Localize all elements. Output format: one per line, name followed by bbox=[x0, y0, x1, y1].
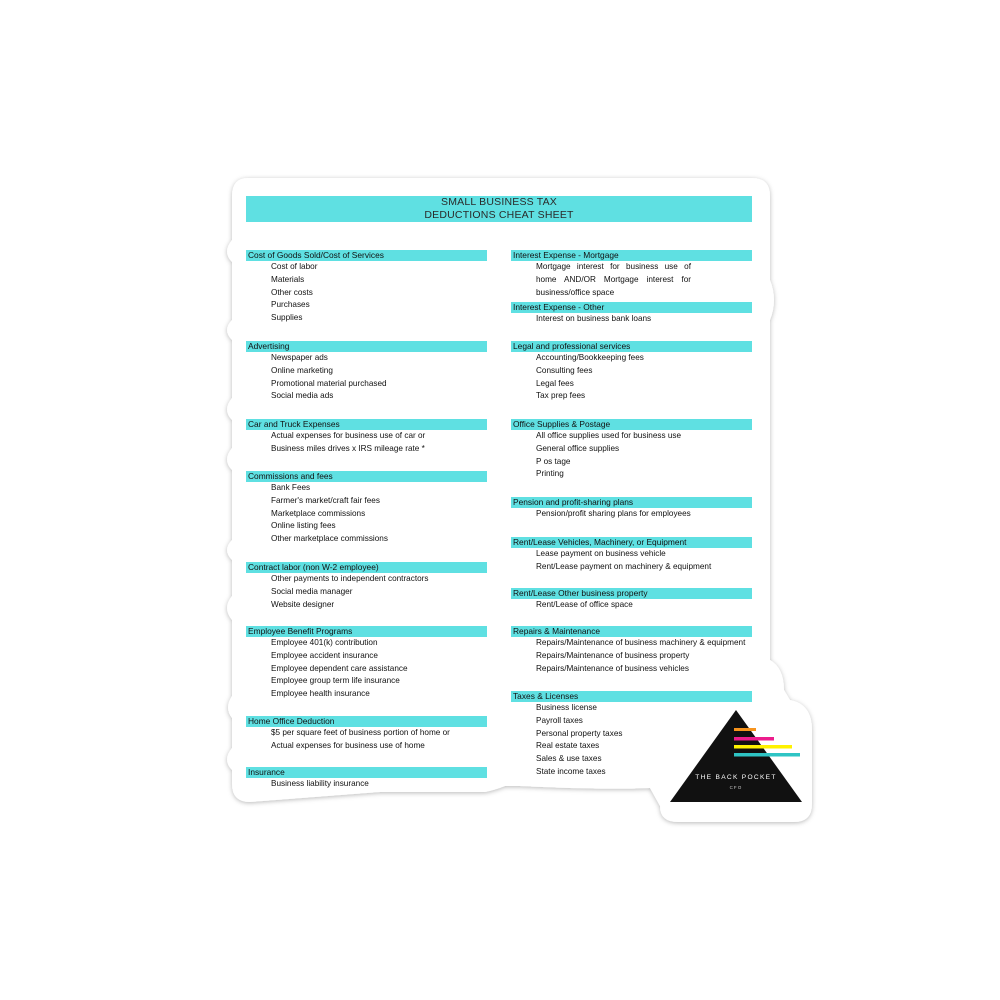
section-advertising bbox=[246, 341, 487, 403]
list-item: Website designer bbox=[271, 599, 335, 609]
section-interest-mortgage bbox=[511, 250, 752, 299]
list-item: Consulting fees bbox=[536, 365, 593, 375]
list-item: Online listing fees bbox=[271, 521, 336, 531]
section-repairs bbox=[511, 626, 752, 675]
section-header: Home Office Deduction bbox=[246, 716, 487, 727]
list-item: Lease payment on business vehicle bbox=[536, 549, 666, 558]
list-item: Materials bbox=[271, 274, 305, 284]
logo-stripe bbox=[734, 737, 774, 741]
list-item: Bank Fees bbox=[271, 483, 311, 492]
section-header: Taxes & Licenses bbox=[511, 691, 752, 702]
logo-stripe bbox=[734, 745, 792, 749]
list-item: Social media ads bbox=[271, 391, 334, 401]
list-item: Pension/profit sharing plans for employees bbox=[536, 509, 691, 518]
list-item: Supplies bbox=[271, 313, 303, 323]
section-commissions bbox=[246, 471, 487, 546]
logo-stripe bbox=[734, 753, 800, 757]
section-legal-professional bbox=[511, 341, 752, 403]
list-item: Business liability insurance bbox=[271, 779, 369, 788]
paragraph: Mortgage interest for business use of home AND/OR Mortgage interest for business/office space bbox=[536, 262, 691, 297]
section-insurance bbox=[246, 767, 487, 791]
list-item: Actual expenses for business use of car or bbox=[271, 431, 426, 440]
section-header: Commissions and fees bbox=[246, 471, 487, 482]
section-car-truck bbox=[246, 419, 487, 456]
list-item: Interest on business bank loans bbox=[536, 314, 652, 323]
section-header: Repairs & Maintenance bbox=[511, 626, 752, 637]
logo-name: THE BACK POCKET bbox=[695, 774, 777, 781]
section-rent-vehicles bbox=[511, 537, 752, 574]
section-header: Pension and profit-sharing plans bbox=[511, 497, 752, 508]
section-header: Contract labor (non W-2 employee) bbox=[246, 562, 487, 573]
section-header: Interest Expense - Other bbox=[511, 302, 752, 313]
list-item: Social media manager bbox=[271, 586, 353, 596]
back-pocket-cfo-logo bbox=[666, 708, 806, 808]
list-item: Repairs/Maintenance of business machinery & equipment bbox=[536, 638, 746, 647]
list-item: All office supplies used for business use bbox=[536, 431, 682, 440]
title-line-2: DEDUCTIONS CHEAT SHEET bbox=[424, 208, 574, 221]
list-item: Other marketplace commissions bbox=[271, 534, 388, 544]
list-item: Online marketing bbox=[271, 365, 333, 375]
section-office-supplies bbox=[511, 419, 752, 481]
section-header: Office Supplies & Postage bbox=[511, 419, 752, 430]
list-item: Employee dependent care assistance bbox=[271, 663, 408, 673]
section-cost-of-goods bbox=[246, 250, 487, 325]
section-header: Insurance bbox=[246, 767, 487, 778]
list-item: Farmer's market/craft fair fees bbox=[271, 495, 380, 505]
list-item: Repairs/Maintenance of business vehicles bbox=[536, 663, 689, 673]
list-item: Employee health insurance bbox=[271, 689, 370, 699]
list-item: Repairs/Maintenance of business property bbox=[536, 650, 690, 660]
list-item: Promotional material purchased bbox=[271, 378, 387, 388]
list-item: Real estate taxes bbox=[536, 741, 600, 751]
list-item: Cost of labor bbox=[271, 262, 318, 271]
section-header: Rent/Lease Vehicles, Machinery, or Equipment bbox=[511, 537, 752, 548]
list-item: Purchases bbox=[271, 300, 310, 310]
list-item: Business license bbox=[536, 703, 597, 712]
logo-stripe bbox=[734, 728, 756, 731]
list-item: Newspaper ads bbox=[271, 353, 328, 362]
section-header: Interest Expense - Mortgage bbox=[511, 250, 752, 261]
list-item: $5 per square feet of business portion of home or bbox=[271, 728, 450, 737]
list-item: P os tage bbox=[536, 456, 571, 466]
list-item: Employee accident insurance bbox=[271, 650, 378, 660]
list-item: Accounting/Bookkeeping fees bbox=[536, 353, 644, 362]
section-header: Rent/Lease Other business property bbox=[511, 588, 752, 599]
list-item: Tax prep fees bbox=[536, 391, 586, 401]
section-employee-benefits bbox=[246, 626, 487, 701]
section-header: Car and Truck Expenses bbox=[246, 419, 487, 430]
section-interest-other bbox=[511, 302, 752, 326]
title-line-1: SMALL BUSINESS TAX bbox=[440, 196, 558, 208]
list-item: State income taxes bbox=[536, 766, 606, 776]
section-header: Legal and professional services bbox=[511, 341, 752, 352]
list-item: Employee 401(k) contribution bbox=[271, 638, 378, 647]
section-contract-labor bbox=[246, 562, 487, 611]
list-item: Other costs bbox=[271, 287, 313, 297]
list-item: Rent/Lease payment on machinery & equipment bbox=[536, 561, 712, 571]
section-header: Employee Benefit Programs bbox=[246, 626, 487, 637]
list-item: Payroll taxes bbox=[536, 715, 583, 725]
logo-sub: CFO bbox=[729, 785, 743, 790]
list-item: Business miles drives x IRS mileage rate * bbox=[271, 443, 425, 453]
section-home-office bbox=[246, 716, 487, 753]
section-rent-property bbox=[511, 588, 752, 612]
list-item: Marketplace commissions bbox=[271, 508, 366, 518]
list-item: Actual expenses for business use of home bbox=[271, 740, 425, 750]
list-item: Rent/Lease of office space bbox=[536, 600, 633, 609]
cheat-sheet-title bbox=[246, 196, 752, 222]
list-item: Printing bbox=[536, 469, 564, 479]
list-item: Personal property taxes bbox=[536, 728, 623, 738]
section-pension bbox=[511, 497, 752, 521]
section-header: Advertising bbox=[246, 341, 487, 352]
section-header: Cost of Goods Sold/Cost of Services bbox=[246, 250, 487, 261]
list-item: Sales & use taxes bbox=[536, 754, 602, 764]
list-item: Other payments to independent contractors bbox=[271, 574, 429, 583]
list-item: General office supplies bbox=[536, 443, 620, 453]
list-item: Employee group term life insurance bbox=[271, 676, 400, 686]
list-item: Legal fees bbox=[536, 378, 574, 388]
